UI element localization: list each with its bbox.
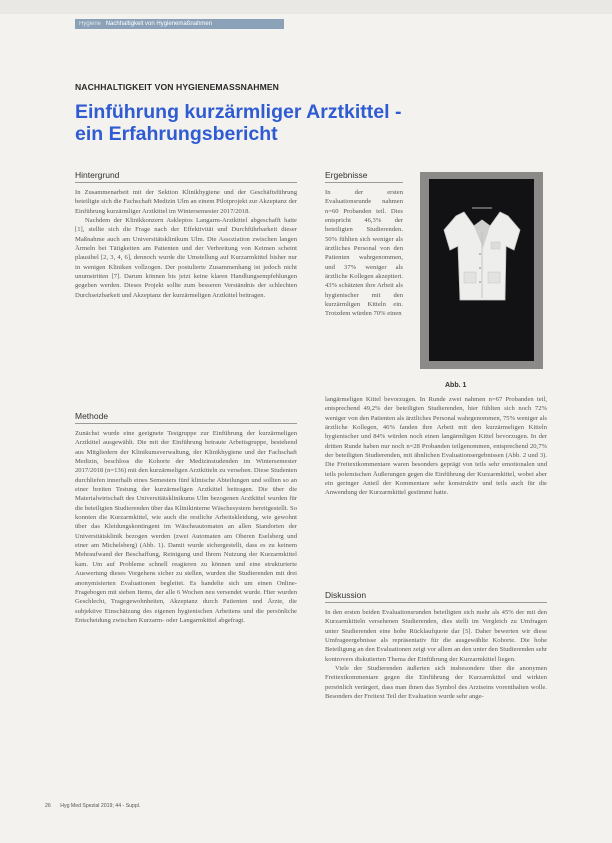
figure-photo [420, 172, 543, 369]
text-ergebnisse-narrow [325, 188, 403, 393]
heading-hintergrund: Hintergrund [75, 170, 120, 180]
text-ergebnisse-wide [325, 395, 547, 498]
heading-rule-methode [75, 423, 297, 424]
subsection-label: Nachhaltigkeit von Hygienemaßnahmen [105, 21, 213, 27]
section-label: Hygiene [79, 21, 102, 27]
paragraph: In Zusammenarbeit mit der Sektion Klinikhygiene und der Geschäftsführung beteiligte sich die Fachschaft Medizin Ulm an einem Pilotprojekt zur Akzeptanz der Einführung kurzärmliger Arztkittel im Wintersemester 2017/2018. [75, 189, 297, 215]
text-hintergrund [75, 188, 297, 300]
paragraph: Zunächst wurde eine geeignete Testgruppe zur Einführung der kurzärmeligen Arztkittel ausgewählt. Die mit der Einführung betraute Arbeitsgruppe, bestehend aus Mitgliedern der Klinikumsverwaltung, der Klinikhygiene und der Fachschaft Medizin, beschloss die Kohorte der Medizinstudenden im Wintersemester 2017/2018 (n=136) mit den kurzärmeligen Arztkitteln zu versehen. Diese Studenten durchliefen innerhalb eines Semesters fünf klinische Abteilungen und sollten so an einer breiten Testung der kurzärmeligen Arztkittel beitragen. Die über die Materialwirtschaft des Universitätsklinikums Ulm bezogenen Arztkittel wurden für die beteiligten Studierenden über das Klinikinterne Wäschesystem bereitgestellt. So konnten die Kurzarmkittel, wie auch die restliche Arbeitskleidung, wie gewohnt über das Kleidungskontingent im Wäscheautomaten an allen Standorten der Universitätsklinik bezogen werden (zwei Automaten am Oberen Eselsberg und einer am Michelsberg) (Abb. 1). Damit wurde sichergestellt, dass es zu keinem Mehraufwand der Beschaffung, Reinigung und Ihrem Nutzung der Kurzarmkittel kam. Um auf Probleme schnell reagieren zu können und eine strukturierte Auswertung dieses Vorgehens sicher zu stellen, wurden die Studierenden mit drei anonymisierten Evaluationen begleitet. Es handelte sich um einen Online-Fragebogen mit sieben Items, der alle 6 Wochen neu versendet wurde. Hier wurden Geschlecht, Tragegewohnheiten, Akzeptanz durch Patienten und Ärzte, die subjektive Einschätzung des eigenen hygienischen Arbeitens und die persönliche Entscheidung zwischen Kurzarm- oder Langarmkittel abgefragt. [75, 430, 297, 624]
paragraph: Nachdem der Klinikkonzern Asklepios Langarm-Arztkittel abgeschafft hatte [1], stellte sich die Frage nach der Effektivität und Durchführbarkeit dieser Maßnahme auch am Universitätsklinikum Ulm. Die Assoziation zwischen langen Ärmeln bei Tätigkeiten am Patienten und der Verbreitung von Keimen scheint plausibel [2, 3, 4, 6], dennoch wurde die Umstellung auf Kurzarmkittel bisher nur in wenigen Kliniken vollzogen. Der postulierte Zusammenhang ist jedoch nicht unumstritten [7]. Darum können bis jetzt keine klaren Handlungsempfehlungen gegeben werden. Dieses Projekt sollte zum besseren Verständnis der schlechten Durchsetzbarkeit und Akzeptanz der kurzärmeligen Arztkittel beitragen. [75, 217, 297, 299]
heading-diskussion: Diskussion [325, 590, 367, 600]
heading-ergebnisse: Ergebnisse [325, 170, 368, 180]
article-title: Einführung kurzärmliger Arztkittel - ein Erfahrungsbericht [75, 101, 402, 145]
heading-rule-diskussion [325, 602, 547, 603]
paragraph: Viele der Studierenden äußerten sich insbesondere über die anonymen Freitextkommentare gegen die Einführung der Kurzarmkittel und wirkten persönlich verärgert, dass man ihnen das Symbol des Arztseins vorenthalten wolle. Besonders der Freitext Teil der Evaluation wurde sehr ange- [325, 665, 547, 701]
paragraph: langärmeligen Kittel bevorzugen. In Runde zwei nahmen n=67 Probanden teil, entsprechend 49,2% der beteiligten Studierenden, hier fühlten sich noch 72% weniger von den Patienten als ärztliches Personal wahrgenommen, 75% weniger als ärztliche Kollegen, 46% fanden ihre Arbeit mit den kurzärmeligen Kitteln hygienischer und 84% würden noch einen langärmligen Kittel bevorzugen. In der dritten Runde haben nur noch n=28 Probanden teilgenommen, entsprechend 20,7% der beteiligten Studierenden, mit ähnlichen Evaluationsergebnissen (Abb. 2 und 3). Die Freitextkommentare waren besonders geprägt von teils sehr emotionalen und teils polemischen Äußerungen gegen die Einführung der Kurzarmkittel, wobei aber ein geringer Anteil der Kommentare sehr konstruktiv und teils auch für die Anwendung der Kurzarmkittel gestimmt hatte. [325, 396, 547, 497]
text-methode [75, 429, 297, 625]
text-diskussion [325, 608, 547, 701]
page-footer [45, 803, 140, 809]
paragraph: In der ersten Evaluationsrunde nahmen n=60 Probanden teil. Dies entspricht 46,3% der beteiligten Studierenden. 50% fühlten sich weniger als ärztliches Personal von den Patienten wahrgenommen, und 37% weniger als ärztliche Kollegen akzeptiert. 43% schätzten ihre Arbeit als hygienischer mit den kurzärmligen Kitteln ein. Trotzdem würden 70% einen [325, 189, 403, 318]
section-header-strip [75, 19, 284, 29]
heading-rule-hintergrund [75, 182, 297, 183]
journal-citation: Hyg Med Spezial 2019; 44 - Suppl. [60, 803, 141, 809]
heading-methode: Methode [75, 411, 109, 421]
short-sleeve-coat-illustration [420, 172, 543, 369]
article-kicker: NACHHALTIGKEIT VON HYGIENEMASSNAHMEN [75, 82, 279, 92]
figure-caption: Abb. 1 [445, 382, 467, 389]
page-number: 26 [45, 803, 51, 809]
heading-rule-ergebnisse [325, 182, 403, 183]
scan-top-band [0, 0, 612, 14]
paragraph: In den ersten beiden Evaluationsrunden beteiligten sich mehr als 45% der mit den Kurzarmkitteln versehenen Studierenden, dies stellt im Vergleich zu Umfragen unter Studierenden eine hohe Rücklaufquote dar [5]. Daher bewerten wir diese Umfrageergebnisse als repräsentativ für die ausgewählte Kohorte. Die hohe Beteiligung an den Evaluationen zeigt vor allem an den unter den Studierenden sehr kontrovers diskutierten Thema der Einführung der Kurzarmkittel liegen. [325, 609, 547, 663]
